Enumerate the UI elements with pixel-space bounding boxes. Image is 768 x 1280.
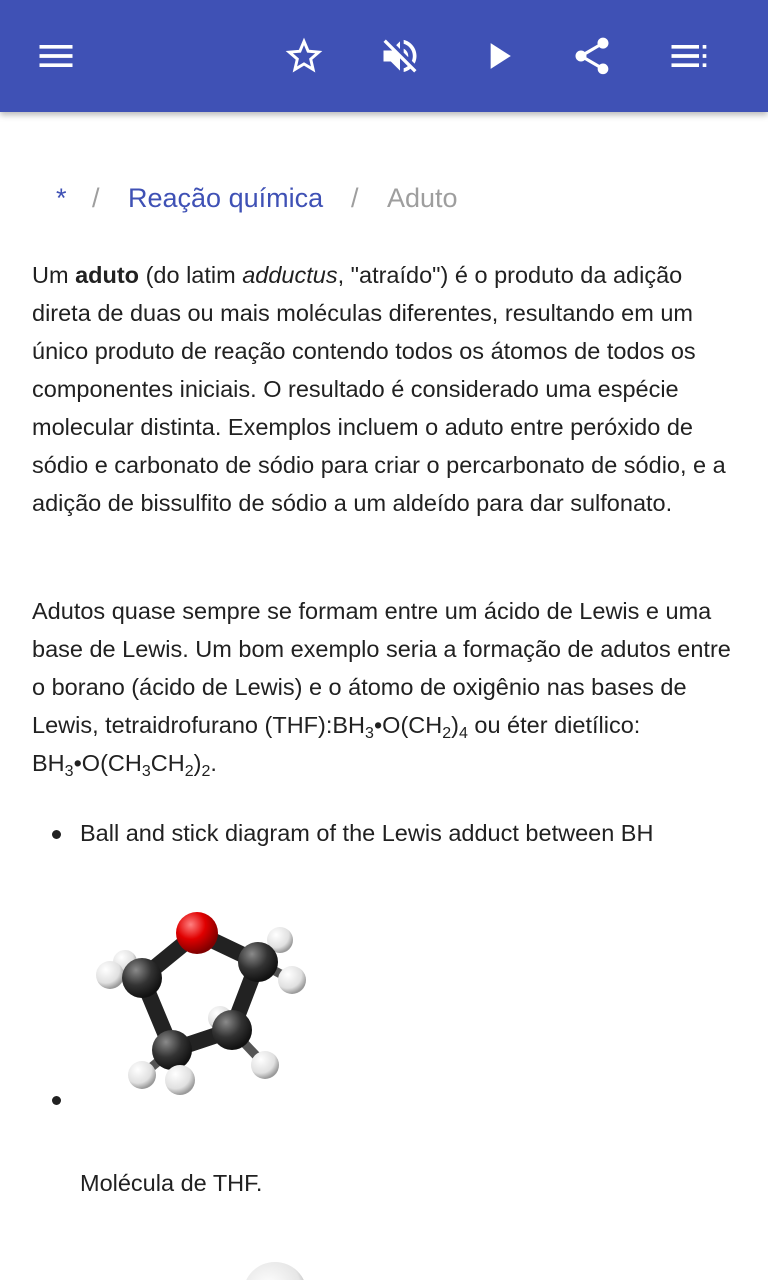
bold-term: aduto	[75, 262, 140, 288]
text-run: Adutos quase sempre se formam entre um ácido de Lewis e uma base de Lewis. Um bom exemplo seria a formação de adutos entre o borano (ácido de Lewis) e o átomo de oxigênio nas bases de Lewis, tetraidrofurano (THF):BH	[32, 598, 731, 738]
play-icon	[476, 34, 520, 78]
list-bullet	[52, 1096, 61, 1105]
thf-molecule-image[interactable]	[80, 900, 320, 1100]
breadcrumb-separator: /	[351, 183, 359, 213]
gallery-caption: Ball and stick diagram of the Lewis adduct between BH	[80, 820, 654, 846]
article-paragraph	[32, 592, 736, 782]
contents-button[interactable]	[660, 28, 716, 84]
app-bar	[0, 0, 768, 112]
text-run: ou éter dietílico: BH	[32, 712, 641, 776]
list-bullet	[52, 830, 61, 839]
text-run: CH	[150, 750, 185, 776]
text-run: .	[210, 750, 217, 776]
volume-off-icon	[378, 34, 422, 78]
subscript: 2	[442, 725, 452, 742]
text-run: )	[193, 750, 202, 776]
breadcrumb-parent[interactable]: Reação química	[128, 183, 324, 213]
text-run: •O(CH	[373, 712, 443, 738]
favorite-button[interactable]	[276, 28, 332, 84]
breadcrumb-current: Aduto	[387, 183, 458, 213]
molecule-image[interactable]	[230, 1258, 320, 1280]
play-button[interactable]	[470, 28, 526, 84]
text-run: , "atraído") é o produto da adição direta de duas ou mais moléculas diferentes, resultando em um único produto de reação contendo todos os átomos de todos os componentes iniciais. O resultado é considerado uma espécie molecular distinta. Exemplos incluem o aduto entre peróxido de sódio e carbonato de sódio para criar o percarbonato de sódio, e a adição de bissulfito de sódio a um aldeído para dar sulfonato.	[32, 262, 726, 516]
share-icon	[570, 34, 614, 78]
share-button[interactable]	[564, 28, 620, 84]
star-outline-icon	[282, 34, 326, 78]
list-icon	[666, 34, 710, 78]
subscript: 3	[64, 763, 74, 780]
mute-button[interactable]	[372, 28, 428, 84]
subscript: 4	[458, 725, 468, 742]
subscript: 2	[201, 763, 211, 780]
subscript: 2	[184, 763, 194, 780]
subscript: 3	[141, 763, 151, 780]
menu-button[interactable]	[28, 28, 84, 84]
breadcrumb-home[interactable]: *	[56, 183, 67, 213]
menu-icon	[34, 34, 78, 78]
text-run: Um	[32, 262, 76, 288]
gallery-caption: Molécula de THF.	[80, 1170, 263, 1196]
subscript: 3	[365, 725, 374, 742]
text-run: •O(CH	[73, 750, 142, 776]
italic-term: adductus	[242, 262, 338, 288]
article-paragraph	[32, 256, 736, 522]
breadcrumb-separator: /	[92, 183, 100, 213]
text-run: (do latim	[139, 262, 243, 288]
text-run: )	[451, 712, 459, 738]
